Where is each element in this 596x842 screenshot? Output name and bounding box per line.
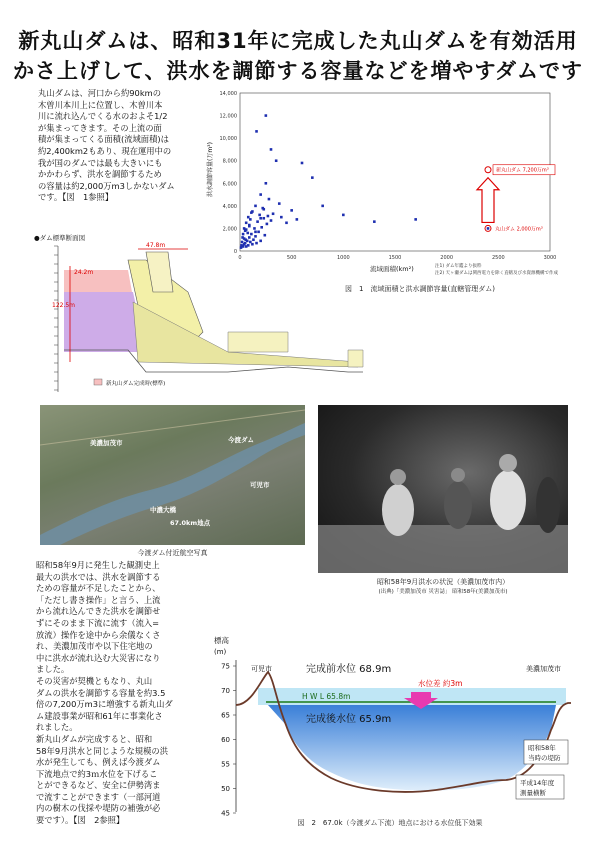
section-label: ●ダム標準断面図 (34, 234, 86, 242)
intro-line: 丸山ダムは、河口から約90kmの (38, 88, 162, 98)
fig2-yunit: (m) (214, 648, 227, 656)
fig1-data-point (249, 218, 252, 221)
fig2-water-level-chart (206, 630, 582, 826)
survey-label1: 平成14年度 (520, 779, 555, 787)
levee-label2: 当時の堤防 (528, 754, 561, 762)
reservoir-area (64, 292, 146, 352)
body-line: 放流）操作を途中から余儀なくさ (36, 629, 161, 640)
fig2-tick-label: 55 (221, 760, 230, 769)
fig2-diff-label: 水位差 約3m (418, 679, 463, 688)
fig1-data-point (272, 212, 275, 215)
fig1-old-dam-label: 丸山ダム 2,000万m³ (495, 226, 543, 233)
fig1-increase-arrow (477, 178, 499, 223)
fig1-data-point (268, 198, 271, 201)
fig1-data-point (247, 216, 250, 219)
fig1-ytick-label: 10,000 (219, 136, 237, 143)
spillway (228, 332, 288, 352)
intro-line: 我が国のダムでは最も大きいにも (38, 157, 163, 168)
fig1-data-point (278, 202, 281, 205)
fig2-tick-label: 45 (221, 809, 230, 818)
body-line: 下流地点で約3ｍ水位を下げるこ (36, 768, 158, 779)
fig1-xtick-label: 3000 (543, 255, 557, 261)
fig1-ylabel: 洪水調節容量(万m³) (207, 142, 214, 197)
body-paragraph (36, 560, 208, 827)
dam-cross-section (28, 232, 368, 400)
height-dim: 122.5m (52, 302, 76, 309)
fig1-data-point (262, 208, 265, 211)
aerial-label-bridge: 中濃大橋 (150, 506, 176, 514)
body-line: とができるなど、安全に伊勢湾ま (36, 780, 161, 791)
fig1-data-point (487, 227, 490, 230)
body-line: 昭和58年9月に発生した観測史上 (36, 560, 160, 570)
body-line: 要です）。【図 2参照】 (36, 815, 125, 826)
intro-line: 約2,400km2もあり、現在運用中の (38, 145, 172, 156)
fig1-ytick-label: 12,000 (219, 113, 237, 120)
fig1-ytick-label: 2,000 (222, 226, 237, 233)
flood-source: (出典)「美濃加茂市 災害誌」 昭和58年(美濃加茂市) (378, 589, 508, 595)
body-line: ム建設事業が昭和61年に事業化さ (36, 710, 163, 721)
fig2-ylabel: 標高 (214, 636, 229, 645)
fig1-data-point (253, 227, 256, 230)
fig1-data-point (245, 221, 248, 224)
width-dim: 47.8m (146, 242, 166, 249)
body-line: 水が発生しても、例えば今渡ダム (36, 757, 161, 768)
fig2-caption: 図 2 67.0k（今渡ダム下流）地点における水位低下効果 (297, 819, 483, 827)
body-line: 新丸山ダムが完成すると、昭和 (36, 733, 153, 744)
fig1-data-point (262, 217, 265, 220)
fig1-data-point (290, 209, 293, 212)
flood-caption: 昭和58年9月洪水の状況（美濃加茂市内） (376, 578, 510, 586)
fig2-tick-label: 65 (221, 711, 230, 720)
body-line: で流すことができます（一部河道 (36, 791, 161, 802)
fig1-data-point (296, 218, 299, 221)
fig2-tick-label: 60 (221, 736, 230, 744)
fig1-data-point (255, 130, 258, 133)
aerial-photo (40, 405, 305, 545)
fig1-data-point (256, 220, 259, 223)
body-line: から流れ込んできた洪水を調節せ (36, 606, 161, 617)
fig1-ytick-label: 4,000 (222, 203, 237, 210)
raise-dim: 24.2m (74, 269, 94, 276)
fig1-data-point (275, 159, 278, 162)
fig1-xtick-label: 500 (286, 255, 297, 261)
fig1-data-point (245, 228, 248, 231)
fig1-data-point (260, 226, 263, 229)
fig1-data-point (250, 211, 253, 214)
section-legend: 新丸山ダム完成時(標準) (106, 381, 166, 387)
body-line: 中に洪水が流れ込む大災害になり (36, 652, 161, 663)
fig2-tick-label: 70 (221, 687, 230, 695)
aerial-label-point: 67.0km地点 (170, 519, 211, 527)
fig1-ytick-label: 14,000 (219, 91, 237, 97)
fig2-tick-label: 75 (221, 662, 230, 671)
fig1-ytick-label: 0 (233, 249, 237, 255)
page-title-line2: かさ上げして、洪水を調節する容量などを増やすダムです (12, 59, 584, 83)
intro-line: かかわらず、洪水を調節するため (38, 169, 162, 180)
fig1-ytick-label: 8,000 (222, 158, 237, 165)
body-line: 最大の洪水では、洪水を調節する (36, 571, 161, 582)
flood-photo (318, 405, 568, 573)
levee-label1: 昭和58年 (528, 744, 556, 752)
aerial-label-imawatari: 今渡ダム (228, 436, 254, 444)
fig1-data-point (270, 219, 273, 222)
body-line: れ、美濃加茂市や以下住宅地の (36, 641, 153, 652)
fig1-data-point (259, 193, 262, 196)
fig1-data-point (414, 218, 417, 221)
fig1-xtick-label: 2000 (440, 255, 454, 261)
fig2-right-bank: 美濃加茂市 (526, 665, 561, 673)
aerial-label-minokamo: 美濃加茂市 (90, 439, 123, 447)
end-block (348, 350, 363, 367)
body-line: ための容量が不足したことから、 (36, 583, 161, 594)
fig2-after-label: 完成後水位 65.9m (306, 714, 392, 725)
body-line: ずにそのまま下流に流す（流入= (36, 617, 160, 628)
fig1-new-dam-label: 新丸山ダム 7,200万m³ (496, 167, 549, 174)
intro-paragraph (38, 88, 210, 204)
intro-line: 木曽川本川上に位置し、木曽川本 (38, 99, 163, 110)
fig1-data-point (373, 220, 376, 223)
fig2-hwl-label: H W L 65.8m (302, 692, 351, 701)
body-line: その災害が契機ともなり、丸山 (36, 675, 153, 686)
intro-line: 川に流れ込んでくる水のおよそ1/2 (38, 111, 168, 122)
fig1-caption: 図 1 流域面積と洪水調節容量(直轄管理ダム) (345, 285, 495, 293)
body-line: れました。 (36, 722, 78, 733)
body-line: ました。 (36, 664, 70, 675)
body-line: 倍の7,200万m3に増強する新丸山ダ (36, 699, 173, 710)
fig1-data-point (258, 214, 261, 217)
fig1-xtick-label: 1500 (388, 255, 402, 261)
intro-line: 積が集まってくる面積(流域面積)は (38, 134, 169, 145)
aerial-label-kani: 可児市 (250, 481, 270, 489)
fig1-note: 注1) ダム年鑑より抜粋 (435, 264, 482, 269)
fig1-data-point (266, 223, 269, 226)
fig1-data-point (248, 224, 251, 227)
fig1-xtick-label: 2500 (491, 255, 505, 261)
fig1-note: 注2) 天ヶ瀬ダムは関西電力を除く直轄及び水資源機構で作成 (435, 271, 559, 276)
body-line: 「ただし書き操作」と言う、上流 (36, 594, 161, 605)
fig1-data-point (254, 205, 257, 208)
body-line: 58年9月洪水と同じような規模の洪 (36, 745, 168, 756)
fig1-data-point (280, 216, 283, 219)
fig1-data-point (285, 221, 288, 224)
fig1-data-point (265, 182, 268, 185)
body-line: ダムの洪水を調節する容量を約3.5 (36, 687, 166, 698)
fig1-new-dam-marker (485, 167, 491, 173)
fig1-data-point (265, 114, 268, 117)
body-line: 内の樹木の伐採や堤防の補強が必 (36, 803, 161, 814)
fig1-ytick-label: 6,000 (222, 181, 237, 188)
fig1-data-point (311, 176, 314, 179)
intro-line: が集まってきます。その上流の面 (38, 122, 162, 133)
fig1-data-point (321, 205, 324, 208)
aerial-caption: 今渡ダム付近航空写真 (137, 549, 208, 557)
fig1-data-point (301, 162, 304, 165)
fig1-data-point (267, 215, 270, 218)
page-title-line1: 新丸山ダムは、昭和31年に完成した丸山ダムを有効活用 (18, 29, 578, 53)
intro-line: です。【図 1参照】 (38, 192, 114, 203)
fig2-before-label: 完成前水位 68.9m (306, 664, 392, 675)
fig1-xtick-label: 1000 (336, 255, 350, 261)
survey-label2: 測量横断 (520, 789, 546, 797)
fig1-data-point (342, 214, 345, 217)
fig2-left-bank: 可児市 (251, 665, 272, 673)
fig1-xlabel: 流域面積(km²) (370, 265, 414, 273)
intro-line: の容量は約2,000万m3しかないダム (38, 180, 175, 191)
fig1-data-point (259, 217, 262, 220)
fig1-xtick-label: 0 (238, 255, 242, 261)
fig2-tick-label: 50 (221, 785, 230, 793)
fig1-data-point (270, 148, 273, 151)
